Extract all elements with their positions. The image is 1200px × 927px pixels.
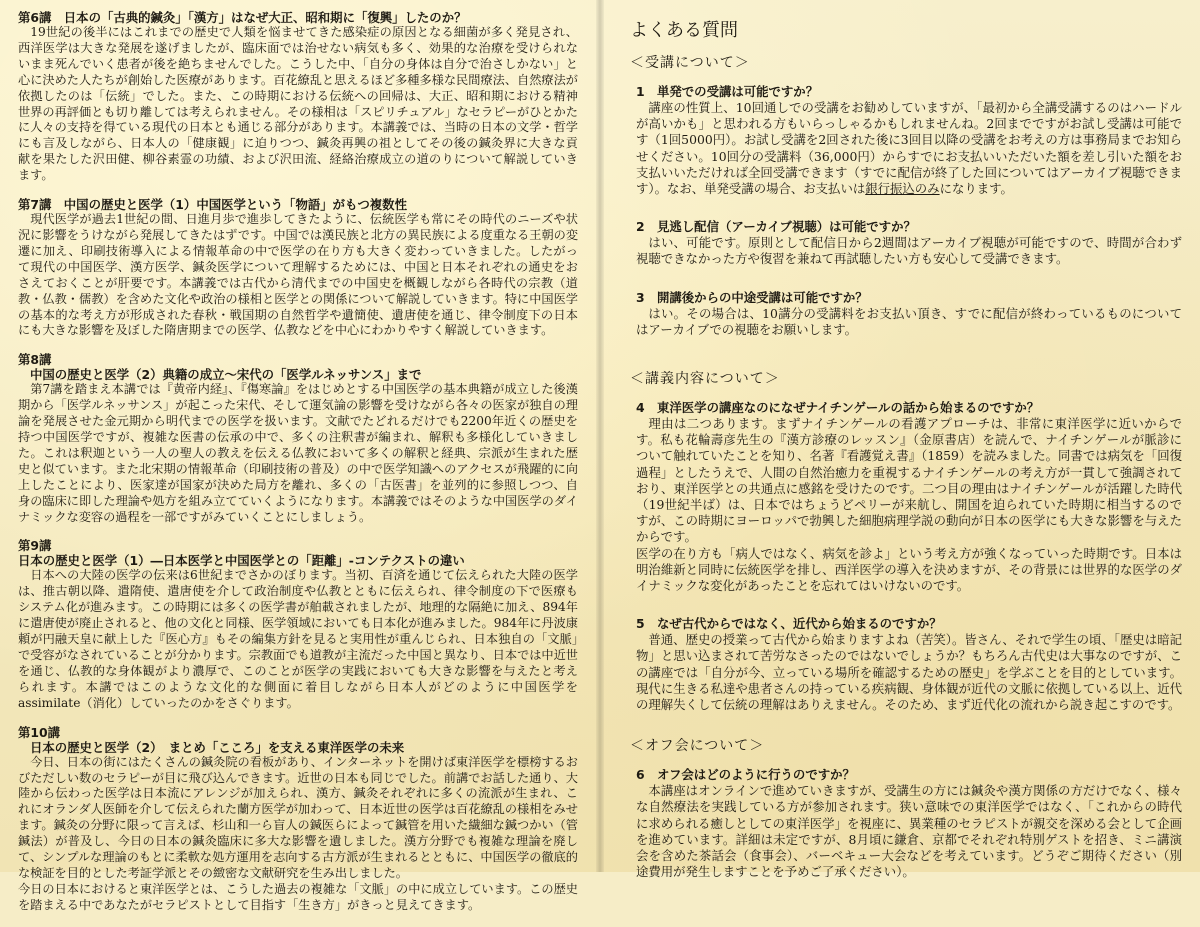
faq-item-6 [636, 767, 1182, 880]
lecture-7 [18, 197, 578, 339]
lecture-body: 今日、日本の街にはたくさんの鍼灸院の看板があり、インターネットを開けば東洋医学を標榜するおびただしい数のセラピーが目に飛び込んできます。近世の日本も同じでした。前講でお話した通り、大陸から伝わった医学は日本流にアレンジが加えられ、漢方、鍼灸それぞれに多くの流派が生まれ、これにオランダ人医師を介して伝えられた蘭方医学が加わって、日本近世の医学は百花繚乱の様相をみせます。鍼灸の分野に限って言えば、杉山和一ら盲人の鍼医らによって鍼管を用いた繊細な鍼つかい（管鍼法）が普及し、今日の日本の鍼灸臨床に多大な影響を遺しました。漢方分野でも複雑な理論を廃して、シンプルな理論のもとに柔軟な処方運用を志向する古方派が生まれるとともに、中国医学の徹底的な検証を目的とした考証学派とその緻密な文献研究を生み出しました。 今日の日本におけると東洋医学とは、こうした過去の複雑な「文脈」の中に成立しています。この歴史を踏まえる中であなたがセラピストとして目指す「生き方」がきっと見えてきます。 [18, 754, 578, 912]
faq-answer: はい。その場合は、10講分の受講料をお支払い頂き、すでに配信が終わっているものについてはアーカイブでの視聴をお願いします。 [636, 305, 1182, 337]
lecture-body: 第7講を踏まえ本講では『黄帝内経』、『傷寒論』をはじめとする中国医学の基本典籍が成立した後漢期から「医学ルネッサンス」が起こった宋代、そして運気論の影響を受けながら各々の医家が独自の理論を発展させた金元期から明代までの医学を扱います。文献でたどれるだけでも2200年近くの歴史を持つ中国医学ですが、複雑な医書の伝承の中で、多くの注釈書が編まれ、解釈も多様化していきました。これは釈迦という一人の聖人の教えを伝える仏教において多くの解釈と経典、宗派が生まれた歴史と似ています。また北宋期の情報革命（印刷技術の普及）の中で医学知識へのアクセスが飛躍的に向上したことにより、医家達が国家が決めた局方を離れ、多くの「古医書」を並列的に参照しつつ、自身の臨床に即した理論や処方を組み立てていくようになります。本講義ではそのような中国医学のダイナミックな変容の過程を一部ですがみていくことにしましょう。 [18, 382, 578, 524]
lecture-title: 第8講 [18, 352, 52, 368]
faq-answer: 本講座はオンラインで進めていきますが、受講生の方には鍼灸や漢方関係の方だけでなく、様々な自然療法を実践している方が参加されます。狭い意味での東洋医学ではなく、「これからの時代に求められる癒しとしての東洋医学」を視座に、異業種のセラピストが親交を深める会として企画を進めています。詳細は未定ですが、8月頃に鎌倉、京都でそれぞれ特別ゲストを招き、ミニ講演会を含めた茶話会（食事会）、バーベキュー大会などを考えています。どうぞご期待ください（別途費用が発生しますことを予めご了承ください）。 [636, 783, 1182, 880]
faq-question: 2 見逃し配信（アーカイブ視聴）は可能ですか？ [636, 219, 916, 235]
lecture-body: 日本への大陸の医学の伝来は6世紀までさかのぼります。当初、百済を通じて伝えられた大陸の医学は、推古朝以降、遣隋使、遣唐使を介して政治制度や仏教とともに伝えられ、律令制度の下で医療もシステム化が進みます。この時期には多くの医学書が舶載されましたが、地理的な隔絶に加え、894年に遣唐使が廃止されると、他の文化と同様、医学領域においても日本化が進みました。984年に丹波康頼が円融天皇に献上した『医心方』もその編集方針を見ると実用性が重んじられ、日本独自の「文脈」で受容がなされていることが分かります。宗教面でも道教が主流だった中国と異なり、日本では中近世を通じ、仏教的な身体観がより濃厚で、このことが医学の実践においても大きな影響を与えたと考えられます。本講ではこのような文化的な側面に着目しながら日本人がどのように中国医学をassimilate（消化）していったのかをさぐります。 [18, 568, 578, 710]
lecture-title: 第10講 [18, 724, 61, 740]
lecture-6 [18, 10, 578, 184]
lecture-8 [18, 352, 578, 525]
faq-question: 3 開講後からの中途受講は可能ですか？ [636, 289, 868, 305]
faq-answer [636, 100, 1182, 197]
faq-category-content: ＜講義内容について＞ [630, 371, 780, 388]
lecture-title: 第9講 [18, 538, 52, 554]
faq-item-2 [636, 219, 1182, 267]
faq-question: 5 なぜ古代からではなく、近代から始まるのですか？ [636, 616, 942, 632]
faq-question: 1 単発での受講は可能ですか？ [636, 84, 819, 99]
faq-answer-text-end: になります。 [939, 181, 1013, 197]
faq-category-offline-meetup: ＜オフ会について＞ [630, 738, 765, 755]
faq-answer-text: 講座の性質上、10回通しでの受講をお勧めしていますが、「最初から全講受講するのはハードルが高いかも」と思われる方もいらっしゃるかもしれませんね。2回までですがお試し受講は可能です（1回5000円）。お試し受講を2回された後に3回目以降の受講をお考えの方は事務局までお知らせください。10回分の受講料（36,000円）からすでにお支払いいただいた額を差し引いた額をお支払いいただければ全回受講できます（すでに配信が終了した回についてはアーカイブ視聴できます）。なお、単発受講の場合、お支払いは [636, 100, 1182, 197]
bank-transfer-link: 銀行振込のみ [865, 181, 940, 197]
lecture-9 [18, 538, 578, 711]
faq-answer: 理由は二つあります。まずナイチンゲールの看護アプローチは、非常に東洋医学に近いからです。私も花輪壽彦先生の『漢方診療のレッスン』（金原書店）を読んで、ナイチンゲールが脈診について触れていたことを知り、名著『看護覚え書』（1859）を読みました。同書では病気を「回復過程」としたうえで、人間の自然治癒力を重視するナイチンゲールの考え方が一貫して強調されており、東洋医学との共通点に感銘を受けたのです。二つ目の理由はナイチンゲールが活躍した時代（19世紀半ば）は、日本ではちょうどペリーが来航し、開国を迫られていた時期に相当するのですが、この時期にヨーロッパで勃興した細胞病理学説の動向が日本の医学にも大きな影響を与えたからです。 医学の在り方も「病人ではなく、病気を診よ」という考え方が強くなっていった時期です。日本は明治維新と同時に伝統医学を排し、西洋医学の導入を決めますが、その背景には世界的な医学のダイナミックな変化があったことを忘れてはいけないのです。 [636, 416, 1182, 594]
faq-category-enrollment: ＜受講について＞ [630, 55, 750, 71]
lecture-body: 19世紀の後半にはこれまでの歴史で人類を悩ませてきた感染症の原因となる細菌が多く発見され、西洋医学は大きな発展を遂げましたが、臨床面では治せない病気も多く、効果的な治療を受けられないまま死んでいく患者が後を絶ちませんでした。こうした中、「自分の身体は自分で治さしかない」と心に決めた人たちが創始した医療があります。百花繚乱と思えるほど多種多様な民間療法、自然療法が依拠したのは「伝統」でした。また、この時期における伝統への回帰は、大正、昭和期における精神世界の再評価とも切り離しては考えられません。その様相は「スピリチュアル」なセラピーがひとかたに人々の支持を得ている現代の日本とも通じる部分があります。本講義では、当時の日本の文学・哲学にも言及しながら、日本人の「健康観」に迫りつつ、鍼灸再興の祖としてその後の鍼灸界に大きな貢献を果たした沢田健、柳谷素霊の功績、および沢田流、経絡治療成立の道のりについて解説していきます。 [18, 25, 578, 183]
lecture-subtitle: 中国の歴史と医学（2）典籍の成立～宋代の「医学ルネッサンス」まで [30, 367, 422, 383]
faq-question: 4 東洋医学の講座なのになぜナイチンゲールの話から始まるのですか？ [636, 400, 1040, 416]
faq-title: よくある質問 [630, 20, 738, 41]
page-fold [596, 0, 604, 872]
lecture-10 [18, 725, 578, 914]
lecture-title: 第7講 中国の歴史と医学（1）中国医学という「物語」がもつ複数性 [18, 197, 407, 213]
faq-question: 6 オフ会はどのように行うのですか？ [636, 767, 855, 783]
faq-answer: はい、可能です。原則として配信日から2週間はアーカイブ視聴が可能ですので、時間が合わず視聴できなかった方や復習を兼ねて再試聴したい方も安心して受講できます。 [636, 235, 1182, 267]
faq-item-1 [636, 84, 1182, 197]
lecture-title: 第6講 日本の「古典的鍼灸」「漢方」はなぜ大正、昭和期に「復興」したのか？ [18, 10, 467, 25]
lecture-body: 現代医学が過去1世紀の間、日進月歩で進歩してきたように、伝統医学も常にその時代のニーズや状況に影響をうけながら発展してきたはずです。中国では漢民族と北方の異民族による度重なる王朝の変遷に加え、印刷技術導入による情報革命の中で医学の在り方も大きく変わっていきました。したがって現代の中国医学、漢方医学、鍼灸医学について理解するためには、中国と日本それぞれの通史をおさえておくことが肝要です。本講義では古代から清代までの中国史を概観しながら各時代の宗教（道教・仏教・儒教）を含めた文化や政治の様相と医学との関係について解説していきます。特に中国医学の基本的な考え方が形成された春秋・戦国期の自然哲学や遺簡使、遺唐使を通じ、律令制度下の日本にも大きな影響を及ぼした隋唐期までの医学、仏教などを中心にわかりやすく解説していきます。 [18, 212, 579, 338]
lecture-subtitle: 日本の歴史と医学（2） まとめ「こころ」を支える東洋医学の未来 [30, 739, 405, 755]
faq-item-4 [636, 400, 1182, 594]
faq-column [622, 0, 1182, 903]
faq-item-3 [636, 290, 1182, 338]
lecture-subtitle: 日本の歴史と医学（1）―日本医学と中国医学との「距離」-コンテクストの違い [18, 553, 465, 569]
lecture-column [18, 0, 578, 927]
faq-answer: 普通、歴史の授業って古代から始まりますよね（苦笑）。皆さん、それで学生の頃、「歴史は暗記物」と思い込まされて苦労なさったのではないでしょうか？もちろん古代史は大事なのですが、この講座では「自分が今、立っている場所を確認するための歴史」を学ぶことを目的としています。現代に生きる私達や患者さんの持っている疾病観、身体観が近代の文脈に依拠している以上、近代の理解失くして伝統の理解はありえません。そのため、まず近代化の流れから説き起こすのです。 [636, 632, 1182, 713]
faq-item-5 [636, 616, 1182, 713]
